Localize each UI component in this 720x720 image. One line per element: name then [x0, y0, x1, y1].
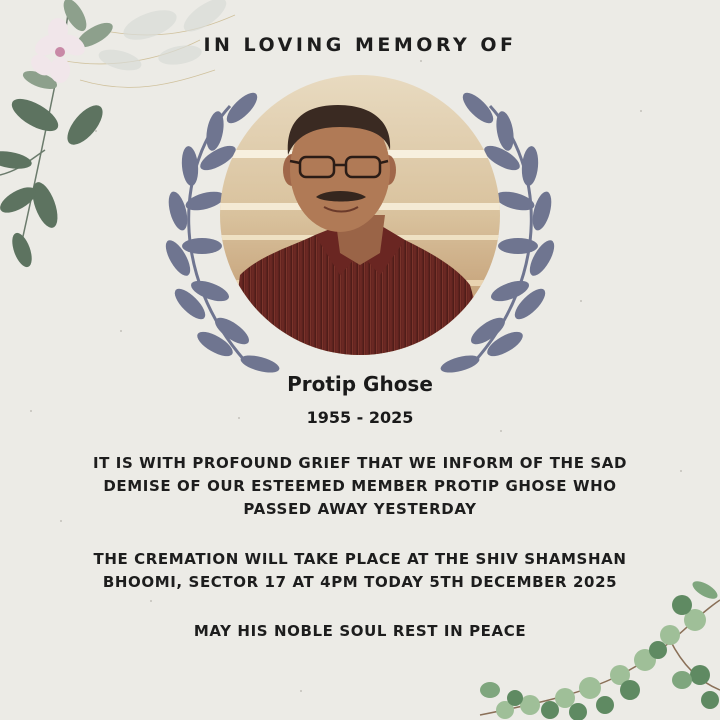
cremation-line: THE CREMATION WILL TAKE PLACE AT THE SHIV SHAMSHAN — [93, 550, 627, 568]
heading: IN LOVING MEMORY OF — [203, 34, 517, 56]
closing-message — [60, 620, 660, 643]
eucalyptus-corner-icon — [470, 580, 720, 720]
deceased-name: Protip Ghose — [287, 372, 433, 396]
cremation-line: BHOOMI, SECTOR 17 AT 4PM TODAY 5TH DECEMBER 2025 — [102, 573, 618, 591]
message-line: PASSED AWAY YESTERDAY — [243, 500, 477, 518]
announcement-message — [60, 452, 660, 521]
portrait-photo — [220, 75, 500, 355]
life-years: 1955 - 2025 — [306, 408, 414, 427]
closing-line: MAY HIS NOBLE SOUL REST IN PEACE — [193, 622, 527, 640]
cremation-details — [60, 548, 660, 594]
message-line: IT IS WITH PROFOUND GRIEF THAT WE INFORM OF THE SAD — [92, 454, 628, 472]
message-line: DEMISE OF OUR ESTEEMED MEMBER PROTIP GHOSE WHO — [103, 477, 617, 495]
